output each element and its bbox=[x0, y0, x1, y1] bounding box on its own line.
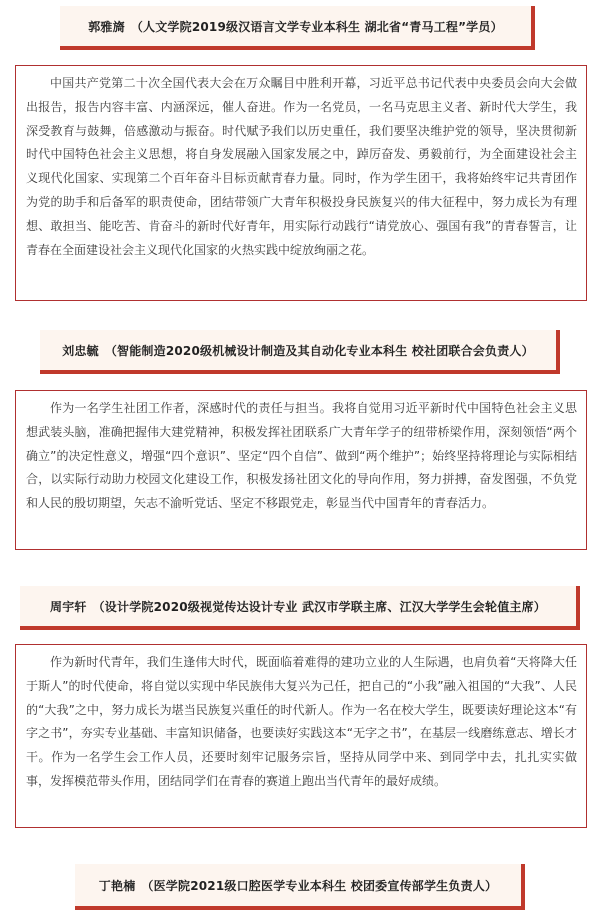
speaker-title: （人文学院2019级汉语言文学专业本科生 湖北省“青马工程”学员） bbox=[130, 19, 503, 34]
speaker-title: （设计学院2020级视觉传达设计专业 武汉市学联主席、江汉大学学生会轮值主席） bbox=[92, 599, 546, 614]
speaker-title: （智能制造2020级机械设计制造及其自动化专业本科生 校社团联合会负责人） bbox=[104, 343, 534, 358]
speaker-name: 郭雅旖 bbox=[88, 19, 125, 34]
speaker-name: 周宇轩 bbox=[50, 599, 87, 614]
section-3-header bbox=[20, 586, 580, 630]
section-4-header bbox=[75, 864, 525, 910]
section-1-body: 中国共产党第二十次全国代表大会在万众瞩目中胜利开幕，习近平总书记代表中央委员会向大会做出报告，报告内容丰富、内涵深远，催人奋进。作为一名党员，一名马克思主义者、新时代大学生，我深受教育与鼓舞，倍感激动与振奋。时代赋予我们以历史重任，我们要坚决维护党的领导，坚决贯彻新时代中国特色社会主义思想，将自身发展融入国家发展之中，踔厉奋发、勇毅前行，为全面建设社会主义现代化国家、实现第二个百年奋斗目标贡献青春力量。同时，作为学生团干，我将始终牢记共青团作为党的助手和后备军的职责使命，团结带领广大青年积极投身民族复兴的伟大征程中，努力成长为有理想、敢担当、能吃苦、肯奋斗的新时代好青年，用实际行动践行“请党放心、强国有我”的青春誓言，让青春在全面建设社会主义现代化国家的火热实践中绽放绚丽之花。 bbox=[15, 65, 587, 301]
speaker-name: 刘忠毓 bbox=[62, 343, 99, 358]
speaker-name: 丁艳楠 bbox=[98, 878, 136, 893]
section-2-header bbox=[40, 330, 560, 374]
section-3-body: 作为新时代青年，我们生逢伟大时代，既面临着难得的建功立业的人生际遇，也肩负着“天将降大任于斯人”的时代使命，将自觉以实现中华民族伟大复兴为己任，把自己的“小我”融入祖国的“大我”、人民的“大我”之中，努力成长为堪当民族复兴重任的时代新人。作为一名在校大学生，既要读好理论这本“有字之书”，夯实专业基础、丰富知识储备，也要读好实践这本“无字之书”，在基层一线磨练意志、增长才干。作为一名学生会工作人员，还要时刻牢记服务宗旨，坚持从同学中来、到同学中去，扎扎实实做事，发挥模范带头作用，团结同学们在青春的赛道上跑出当代青年的最好成绩。 bbox=[15, 644, 587, 828]
section-2-body: 作为一名学生社团工作者，深感时代的责任与担当。我将自觉用习近平新时代中国特色社会主义思想武装头脑，准确把握伟大建党精神，积极发挥社团联系广大青年学子的纽带桥梁作用，深刻领悟“两个确立”的决定性意义，增强“四个意识”、坚定“四个自信”、做到“两个维护”；始终坚持将理论与实际相结合，以实际行动助力校园文化建设工作，积极发扬社团文化的导向作用，努力拼搏，奋发图强，不负党和人民的殷切期望，矢志不渝听党话、坚定不移跟党走，彰显当代中国青年的青春活力。 bbox=[15, 390, 587, 550]
section-1-header bbox=[60, 6, 535, 50]
speaker-title: （医学院2021级口腔医学专业本科生 校团委宣传部学生负责人） bbox=[141, 878, 498, 893]
